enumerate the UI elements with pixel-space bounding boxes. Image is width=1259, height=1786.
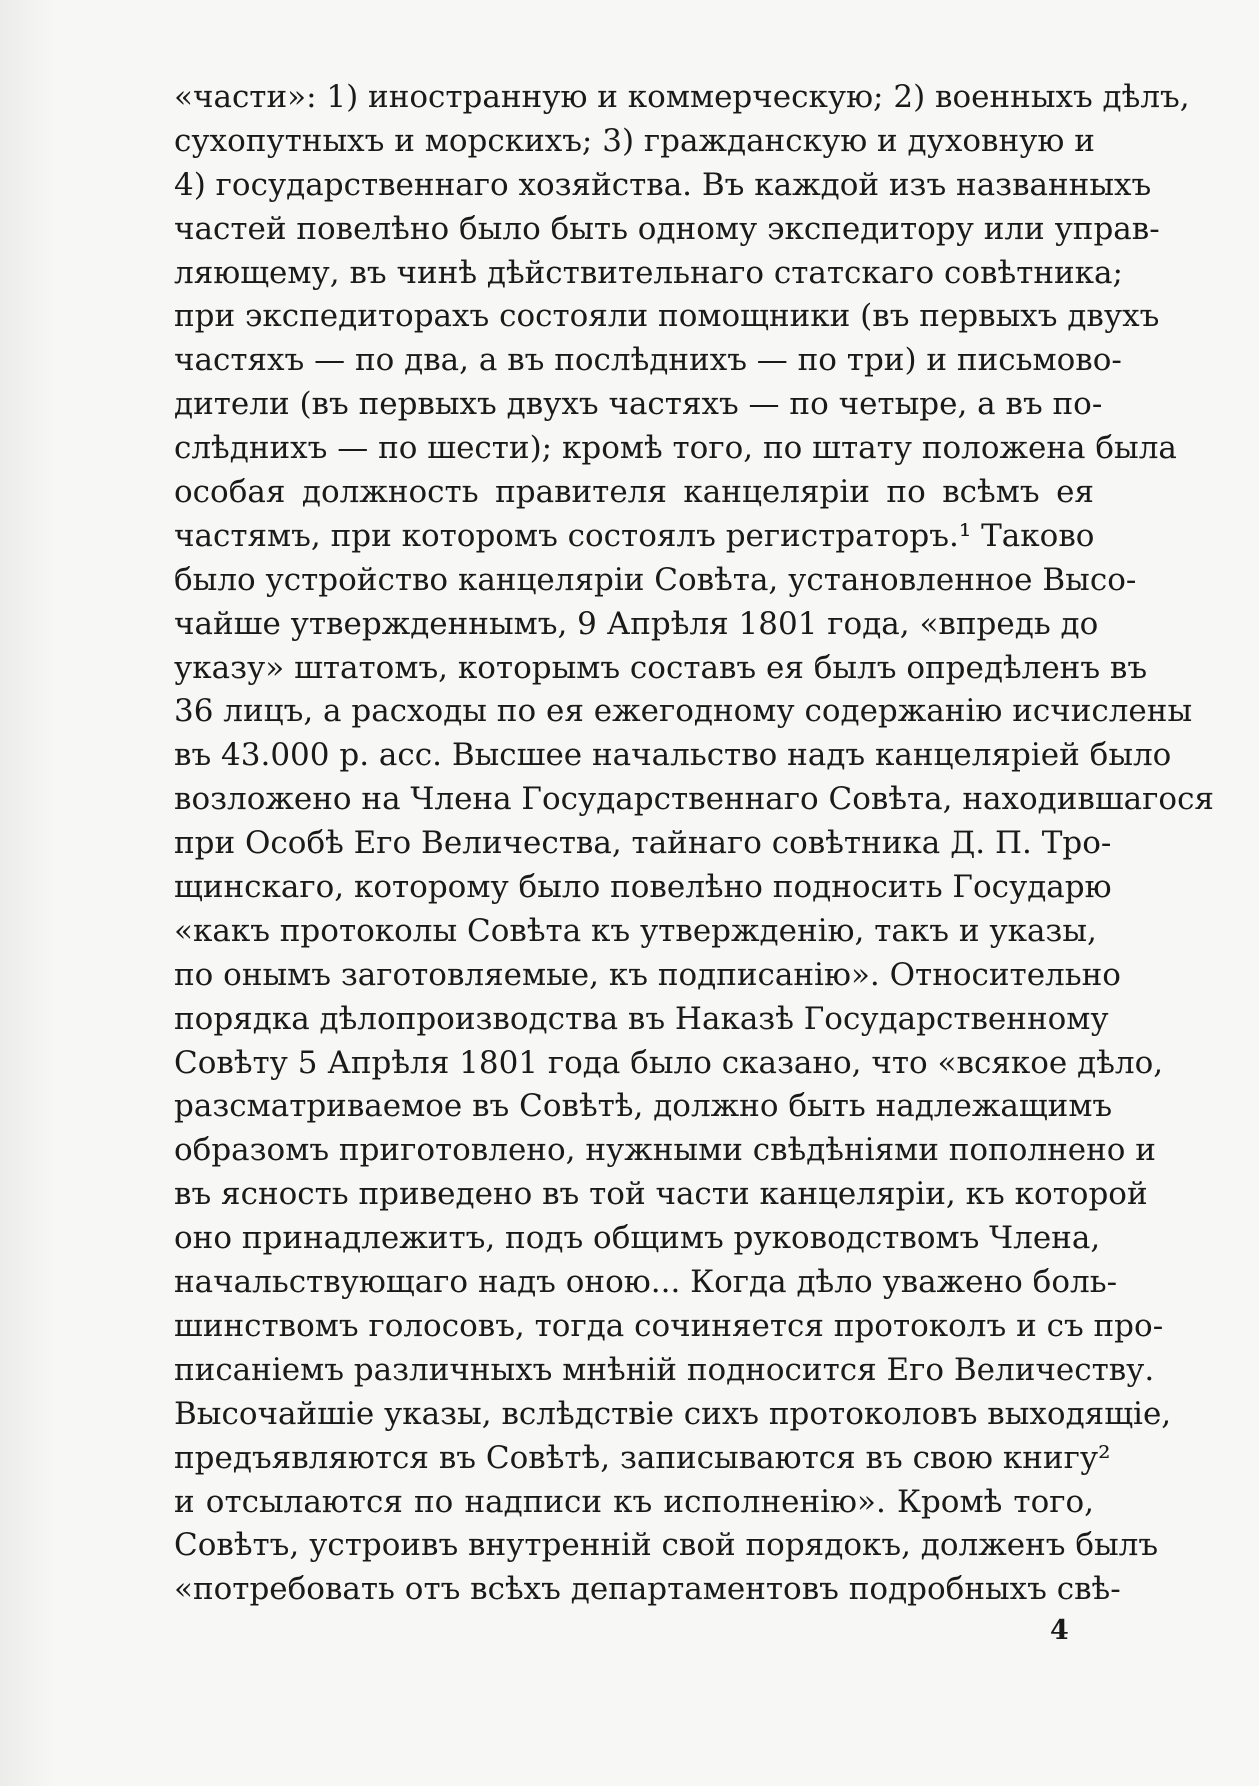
scan-edge bbox=[0, 0, 56, 1786]
text-line: шинствомъ голосовъ, тогда сочиняется протоколъ и съ про- bbox=[174, 1307, 1164, 1344]
text-line: Совѣтъ, устроивъ внутренній свой порядокъ, долженъ былъ bbox=[174, 1527, 1159, 1564]
text-line: «какъ протоколы Совѣта къ утвержденію, такъ и указы, bbox=[174, 912, 1097, 949]
text-line: писаніемъ различныхъ мнѣній подносится Его Величеству. bbox=[174, 1351, 1155, 1388]
text-line: въ ясность приведено въ той части канцеляріи, къ которой bbox=[174, 1176, 1148, 1213]
text-line: особая должность правителя канцеляріи по всѣмъ ея bbox=[174, 474, 1094, 511]
text-line: при Особѣ Его Величества, тайнаго совѣтника Д. П. Тро- bbox=[174, 825, 1112, 862]
body-text bbox=[174, 76, 1214, 1612]
text-line: частей повелѣно было быть одному экспедитору или управ- bbox=[174, 210, 1160, 247]
text-line: слѣднихъ — по шести); кромѣ того, по штату положена была bbox=[174, 430, 1177, 467]
text-line: частямъ, при которомъ состоялъ регистраторъ.¹ Таково bbox=[174, 517, 1095, 554]
text-line: Совѣту 5 Апрѣля 1801 года было сказано, что «всякое дѣло, bbox=[174, 1044, 1164, 1081]
text-line: дители (въ первыхъ двухъ частяхъ — по четыре, а въ по- bbox=[174, 386, 1103, 423]
text-line: разсматриваемое въ Совѣтѣ, должно быть надлежащимъ bbox=[174, 1088, 1113, 1125]
text-line: начальствующаго надъ оною... Когда дѣло уважено боль- bbox=[174, 1264, 1118, 1301]
page-number: 4 bbox=[1050, 1615, 1069, 1646]
text-line: оно принадлежитъ, подъ общимъ руководствомъ Члена, bbox=[174, 1220, 1101, 1257]
text-line: 36 лицъ, а расходы по ея ежегодному содержанію исчислены bbox=[174, 693, 1193, 730]
text-line: и отсылаются по надписи къ исполненію». Кромѣ того, bbox=[174, 1483, 1094, 1520]
text-line: «потребовать отъ всѣхъ департаментовъ подробныхъ свѣ- bbox=[174, 1571, 1121, 1608]
text-line: образомъ приготовлено, нужными свѣдѣніями пополнено и bbox=[174, 1132, 1156, 1169]
text-line: «части»: 1) иностранную и коммерческую; 2) военныхъ дѣлъ, bbox=[174, 79, 1190, 115]
text-line: по онымъ заготовляемые, къ подписанію». Относительно bbox=[174, 956, 1121, 993]
text-line: чайше утвержденнымъ, 9 Апрѣля 1801 года, «впредь до bbox=[174, 605, 1099, 642]
text-line: порядка дѣлопроизводства въ Наказѣ Государственному bbox=[174, 1000, 1109, 1037]
text-line: было устройство канцеляріи Совѣта, установленное Высо- bbox=[174, 561, 1137, 598]
text-line: предъявляются въ Совѣтѣ, записываются въ свою книгу² bbox=[174, 1439, 1111, 1476]
text-line: сухопутныхъ и морскихъ; 3) гражданскую и духовную и bbox=[174, 122, 1095, 159]
text-line: 4) государственнаго хозяйства. Въ каждой изъ названныхъ bbox=[174, 166, 1152, 203]
text-line: при экспедиторахъ состояли помощники (въ первыхъ двухъ bbox=[174, 298, 1160, 335]
text-line: указу» штатомъ, которымъ составъ ея былъ опредѣленъ въ bbox=[174, 649, 1148, 686]
text-line: ляющему, въ чинѣ дѣйствительнаго статскаго совѣтника; bbox=[174, 254, 1123, 291]
text-line: Высочайшіе указы, вслѣдствіе сихъ протоколовъ выходящіе, bbox=[174, 1395, 1172, 1432]
text-line: частяхъ — по два, а въ послѣднихъ — по три) и письмово- bbox=[174, 342, 1122, 379]
text-line: въ 43.000 р. асс. Высшее начальство надъ канцеляріей было bbox=[174, 737, 1172, 774]
text-line: возложено на Члена Государственнаго Совѣта, находившагося bbox=[174, 781, 1214, 818]
text-line: щинскаго, которому было повелѣно подносить Государю bbox=[174, 869, 1112, 906]
